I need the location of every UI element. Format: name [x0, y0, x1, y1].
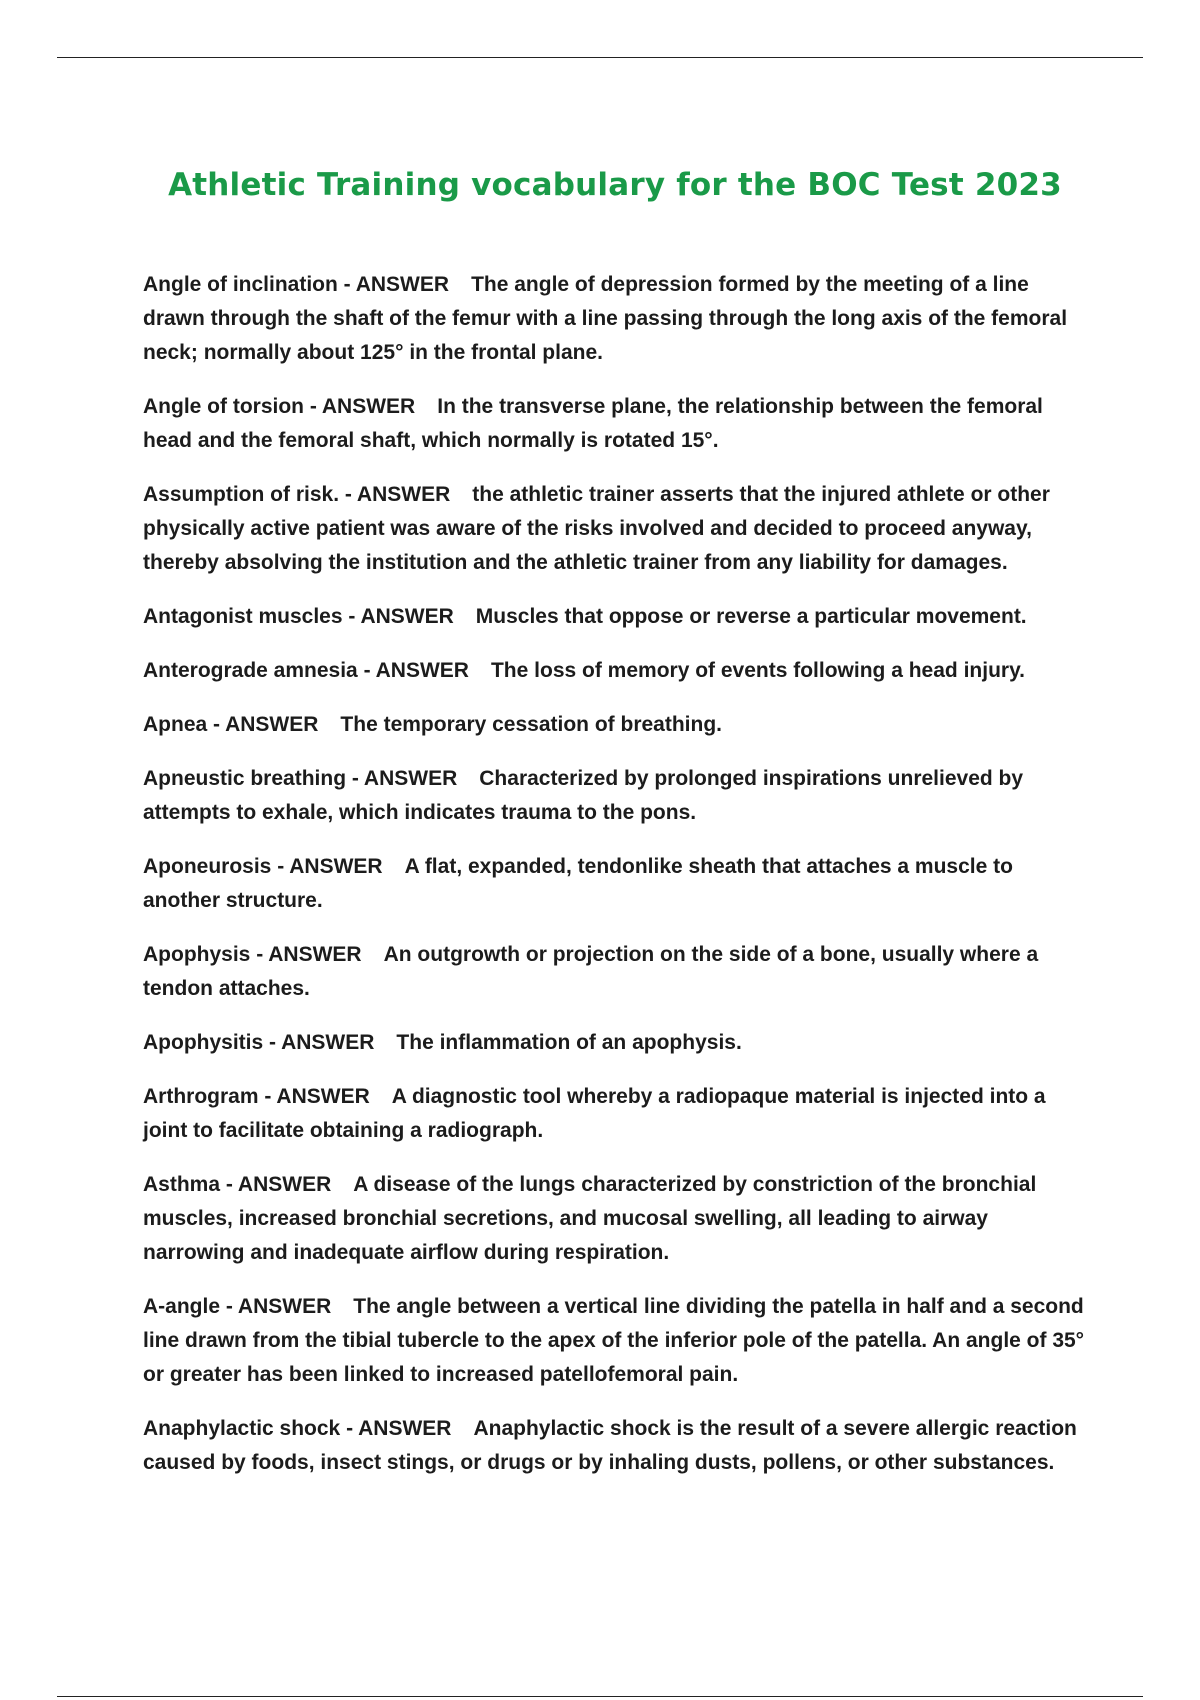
- vocabulary-list: [143, 268, 1093, 1500]
- vocab-entry: [143, 1026, 1093, 1060]
- answer-label: ANSWER: [268, 943, 362, 966]
- answer-label: ANSWER: [276, 1085, 370, 1108]
- vocab-term: Anaphylactic shock -: [143, 1417, 358, 1440]
- vocab-entry: [143, 600, 1093, 634]
- vocab-definition: The angle between a vertical line dividing the patella in half and a second line drawn from the tibial tubercle to the apex of the inferior pole of the patella. An angle of 35° or greater has been linked to increased patellofemoral pain.: [143, 1295, 1085, 1386]
- vocab-definition: Characterized by prolonged inspirations unrelieved by attempts to exhale, which indicates trauma to the pons.: [143, 767, 1024, 824]
- vocab-definition: In the transverse plane, the relationship between the femoral head and the femoral shaft, which normally is rotated 15°.: [143, 395, 1043, 452]
- vocab-entry: [143, 850, 1093, 918]
- vocab-term: A-angle -: [143, 1295, 238, 1318]
- vocab-entry: [143, 268, 1093, 370]
- vocab-definition: A diagnostic tool whereby a radiopaque material is injected into a joint to facilitate obtaining a radiograph.: [143, 1085, 1046, 1142]
- vocab-definition: The loss of memory of events following a head injury.: [490, 659, 1026, 682]
- top-rule: [57, 57, 1143, 58]
- answer-label: ANSWER: [237, 1295, 332, 1318]
- vocab-term: Apneustic breathing -: [143, 767, 364, 790]
- vocab-entry: [143, 1168, 1093, 1270]
- vocab-entry: [143, 478, 1093, 580]
- answer-label: ANSWER: [358, 1417, 452, 1440]
- vocab-entry: [143, 762, 1093, 830]
- vocab-term: Antagonist muscles -: [143, 605, 360, 628]
- vocab-term: Aponeurosis -: [143, 855, 289, 878]
- vocab-term: Angle of torsion -: [143, 395, 322, 418]
- vocab-term: Apophysis -: [143, 943, 268, 966]
- vocab-definition: Muscles that oppose or reverse a particular movement.: [475, 605, 1027, 628]
- answer-label: ANSWER: [375, 659, 469, 682]
- vocab-definition: The inflammation of an apophysis.: [396, 1031, 742, 1054]
- vocab-definition: The temporary cessation of breathing.: [340, 713, 723, 736]
- answer-label: ANSWER: [237, 1173, 332, 1196]
- vocab-entry: [143, 938, 1093, 1006]
- vocab-term: Angle of inclination -: [143, 273, 356, 296]
- vocab-term: Assumption of risk. -: [143, 483, 357, 506]
- answer-label: ANSWER: [360, 605, 454, 628]
- vocab-term: Apnea -: [143, 713, 225, 736]
- vocab-term: Apophysitis -: [143, 1031, 281, 1054]
- answer-label: ANSWER: [289, 855, 383, 878]
- answer-label: ANSWER: [355, 273, 450, 296]
- answer-label: ANSWER: [225, 713, 319, 736]
- vocab-term: Asthma -: [143, 1173, 238, 1196]
- vocab-entry: [143, 1412, 1093, 1480]
- answer-label: ANSWER: [356, 483, 451, 506]
- vocab-definition: An outgrowth or projection on the side of a bone, usually where a tendon attaches.: [143, 943, 1039, 1000]
- bottom-rule: [57, 1696, 1143, 1697]
- answer-label: ANSWER: [363, 767, 458, 790]
- vocab-definition: A flat, expanded, tendonlike sheath that attaches a muscle to another structure.: [143, 855, 1013, 912]
- vocab-definition: the athletic trainer asserts that the injured athlete or other physically active patient was aware of the risks involved and decided to proceed anyway, thereby absolving the institution and the athletic trainer from any liability for damages.: [143, 483, 1050, 574]
- answer-label: ANSWER: [281, 1031, 375, 1054]
- page-title: Athletic Training vocabulary for the BOC Test 2023: [168, 166, 1062, 203]
- vocab-definition: A disease of the lungs characterized by constriction of the bronchial muscles, increased bronchial secretions, and mucosal swelling, all leading to airway narrowing and inadequate airflow during respiration.: [143, 1173, 1037, 1264]
- vocab-definition: The angle of depression formed by the meeting of a line drawn through the shaft of the femur with a line passing through the long axis of the femoral neck; normally about 125° in the frontal plane.: [143, 273, 1068, 364]
- vocab-definition: Anaphylactic shock is the result of a severe allergic reaction caused by foods, insect stings, or drugs or by inhaling dusts, pollens, or other substances.: [143, 1417, 1077, 1474]
- vocab-entry: [143, 1290, 1093, 1392]
- vocab-entry: [143, 654, 1093, 688]
- vocab-entry: [143, 708, 1093, 742]
- answer-label: ANSWER: [321, 395, 416, 418]
- vocab-term: Arthrogram -: [143, 1085, 276, 1108]
- vocab-term: Anterograde amnesia -: [143, 659, 376, 682]
- vocab-entry: [143, 390, 1093, 458]
- vocab-entry: [143, 1080, 1093, 1148]
